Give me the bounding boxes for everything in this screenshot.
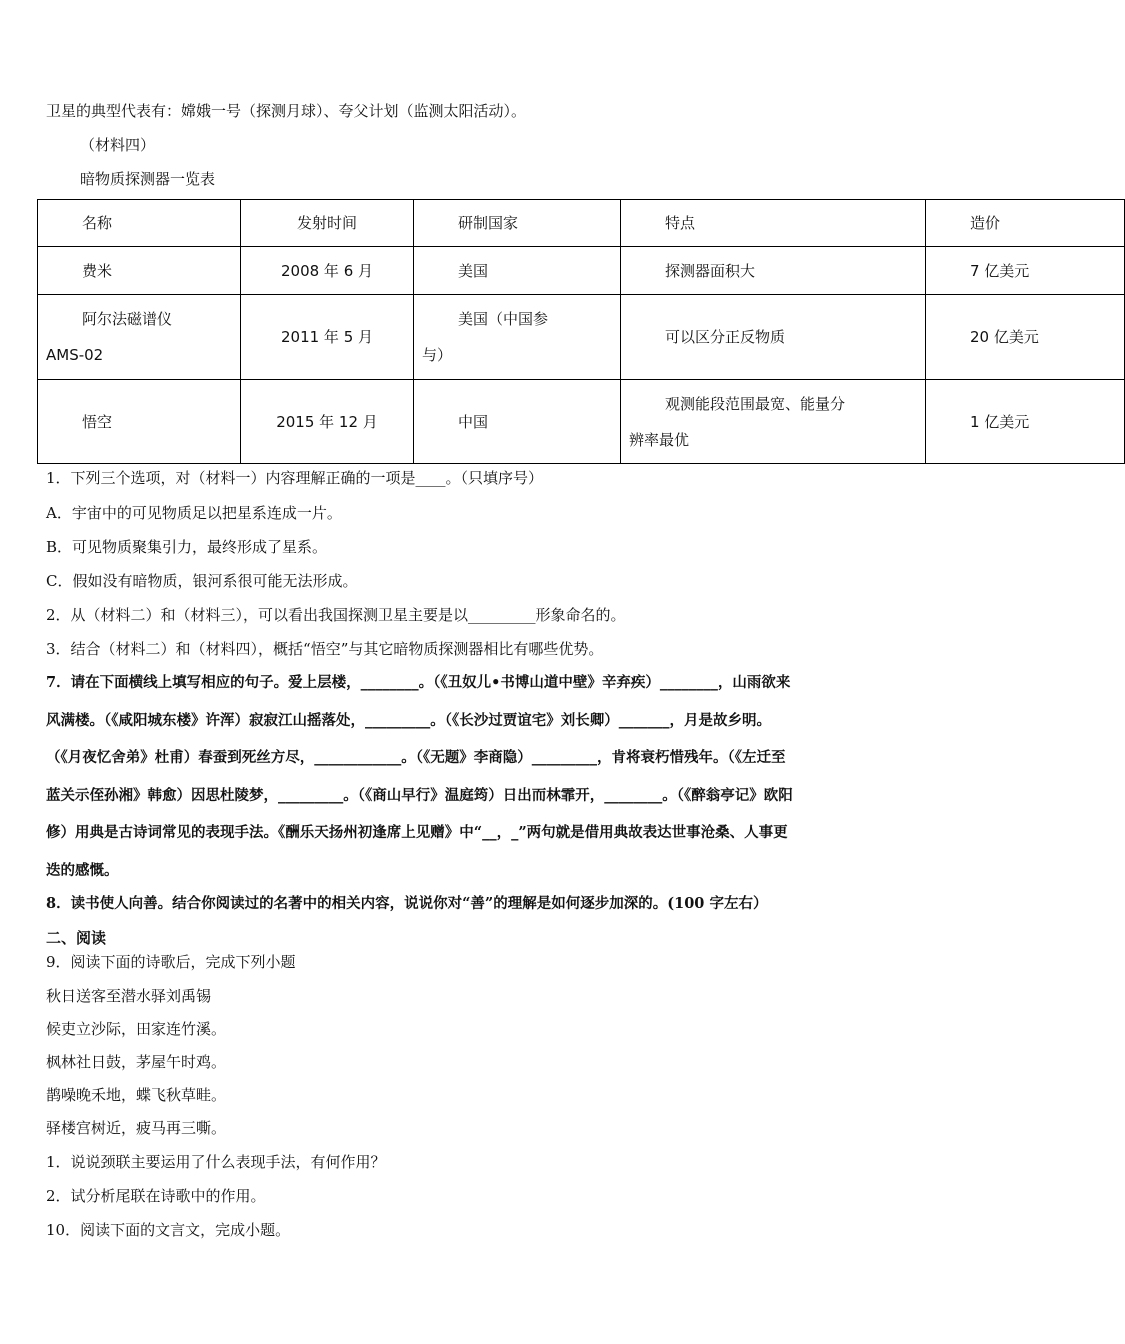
table-row	[38, 247, 1125, 295]
cell-name	[38, 295, 241, 380]
cell-name: 悟空	[38, 380, 241, 464]
question-9: 9．阅读下面的诗歌后，完成下列小题	[46, 953, 296, 971]
question-1-option-b: B．可见物质聚集引力，最终形成了星系。	[46, 538, 328, 556]
satellite-examples-text: 卫星的典型代表有：嫦娥一号（探测月球）、夸父计划（监测太阳活动）。	[46, 102, 527, 120]
question-7-line-4: 蓝关示侄孙湘》韩愈）因思杜陵梦，_________。（《商山早行》温庭筠）日出而林霏开，________。（《醉翁亭记》欧阳	[46, 787, 793, 804]
cell-date: 2008 年 6 月	[241, 247, 414, 295]
cell-date: 2011 年 5 月	[241, 295, 414, 380]
poem-line-2: 枫林社日鼓，茅屋午时鸡。	[46, 1053, 227, 1071]
cell-feature: 可以区分正反物质	[621, 295, 926, 380]
header-price: 造价	[926, 200, 1125, 247]
cell-price: 1 亿美元	[926, 380, 1125, 464]
poem-line-3: 鹊噪晚禾地，蝶飞秋草畦。	[46, 1086, 227, 1104]
material-four-label: （材料四）	[80, 136, 156, 154]
cell-name: 费米	[38, 247, 241, 295]
cell-feature	[621, 380, 926, 464]
cell-country-line2: 与）	[422, 346, 453, 364]
header-launch-date: 发射时间	[241, 200, 414, 247]
question-7-line-2: 风满楼。（《咸阳城东楼》许浑）寂寂江山摇落处，_________。（《长沙过贾谊宅》刘长卿）_______，月是故乡明。	[46, 712, 771, 729]
cell-feature: 探测器面积大	[621, 247, 926, 295]
table-row	[38, 380, 1125, 464]
question-7-line-5: 修）用典是古诗词常见的表现手法。《酬乐天扬州初逢席上见赠》中“__，_”两句就是借用典故表达世事沧桑、人事更	[46, 824, 788, 841]
cell-country: 中国	[414, 380, 621, 464]
cell-country: 美国	[414, 247, 621, 295]
question-9-sub-2: 2．试分析尾联在诗歌中的作用。	[46, 1187, 266, 1205]
cell-price: 20 亿美元	[926, 295, 1125, 380]
cell-name-line1: 阿尔法磁谱仪	[82, 310, 173, 328]
table-title: 暗物质探测器一览表	[80, 170, 216, 188]
poem-line-4: 驿楼宫树近，疲马再三嘶。	[46, 1119, 227, 1137]
question-1-option-c: C．假如没有暗物质，银河系很可能无法形成。	[46, 572, 358, 590]
header-country: 研制国家	[414, 200, 621, 247]
cell-country	[414, 295, 621, 380]
table-header-row	[38, 200, 1125, 247]
cell-date: 2015 年 12 月	[241, 380, 414, 464]
question-7-line-1: 7．请在下面横线上填写相应的句子。爱上层楼，________。（《丑奴儿•书博山道中壁》辛弃疾）________，山雨欲来	[46, 674, 791, 691]
header-name: 名称	[38, 200, 241, 247]
dark-matter-detector-table	[37, 199, 1125, 464]
question-2: 2．从（材料二）和（材料三），可以看出我国探测卫星主要是以_________形象命名的。	[46, 606, 626, 624]
cell-feature-line2: 辨率最优	[629, 430, 690, 449]
header-feature: 特点	[621, 200, 926, 247]
question-1: 1．下列三个选项，对（材料一）内容理解正确的一项是____。（只填序号）	[46, 469, 544, 487]
poem-line-1: 候吏立沙际，田家连竹溪。	[46, 1020, 227, 1038]
section-reading-heading: 二、阅读	[46, 929, 107, 947]
question-8: 8．读书使人向善。结合你阅读过的名著中的相关内容，说说你对“善”的理解是如何逐步加深的。(100 字左右）	[46, 895, 768, 912]
question-1-option-a: A．宇宙中的可见物质足以把星系连成一片。	[46, 504, 342, 522]
cell-feature-line1: 观测能段范围最宽、能量分	[665, 394, 846, 413]
question-9-sub-1: 1．说说颈联主要运用了什么表现手法，有何作用？	[46, 1153, 386, 1171]
cell-country-line1: 美国（中国参	[458, 310, 549, 328]
question-3: 3．结合（材料二）和（材料四），概括“悟空”与其它暗物质探测器相比有哪些优势。	[46, 640, 604, 658]
cell-name-line2: AMS-02	[46, 346, 104, 364]
question-7-line-6: 迭的感慨。	[46, 862, 119, 879]
question-7-line-3: （《月夜忆舍弟》杜甫）春蚕到死丝方尽，____________。（《无题》李商隐）_________，肯将衰朽惜残年。（《左迁至	[46, 749, 786, 766]
question-10: 10．阅读下面的文言文，完成小题。	[46, 1221, 291, 1239]
cell-price: 7 亿美元	[926, 247, 1125, 295]
poem-title: 秋日送客至潜水驿刘禹锡	[46, 987, 212, 1005]
table-row	[38, 295, 1125, 380]
